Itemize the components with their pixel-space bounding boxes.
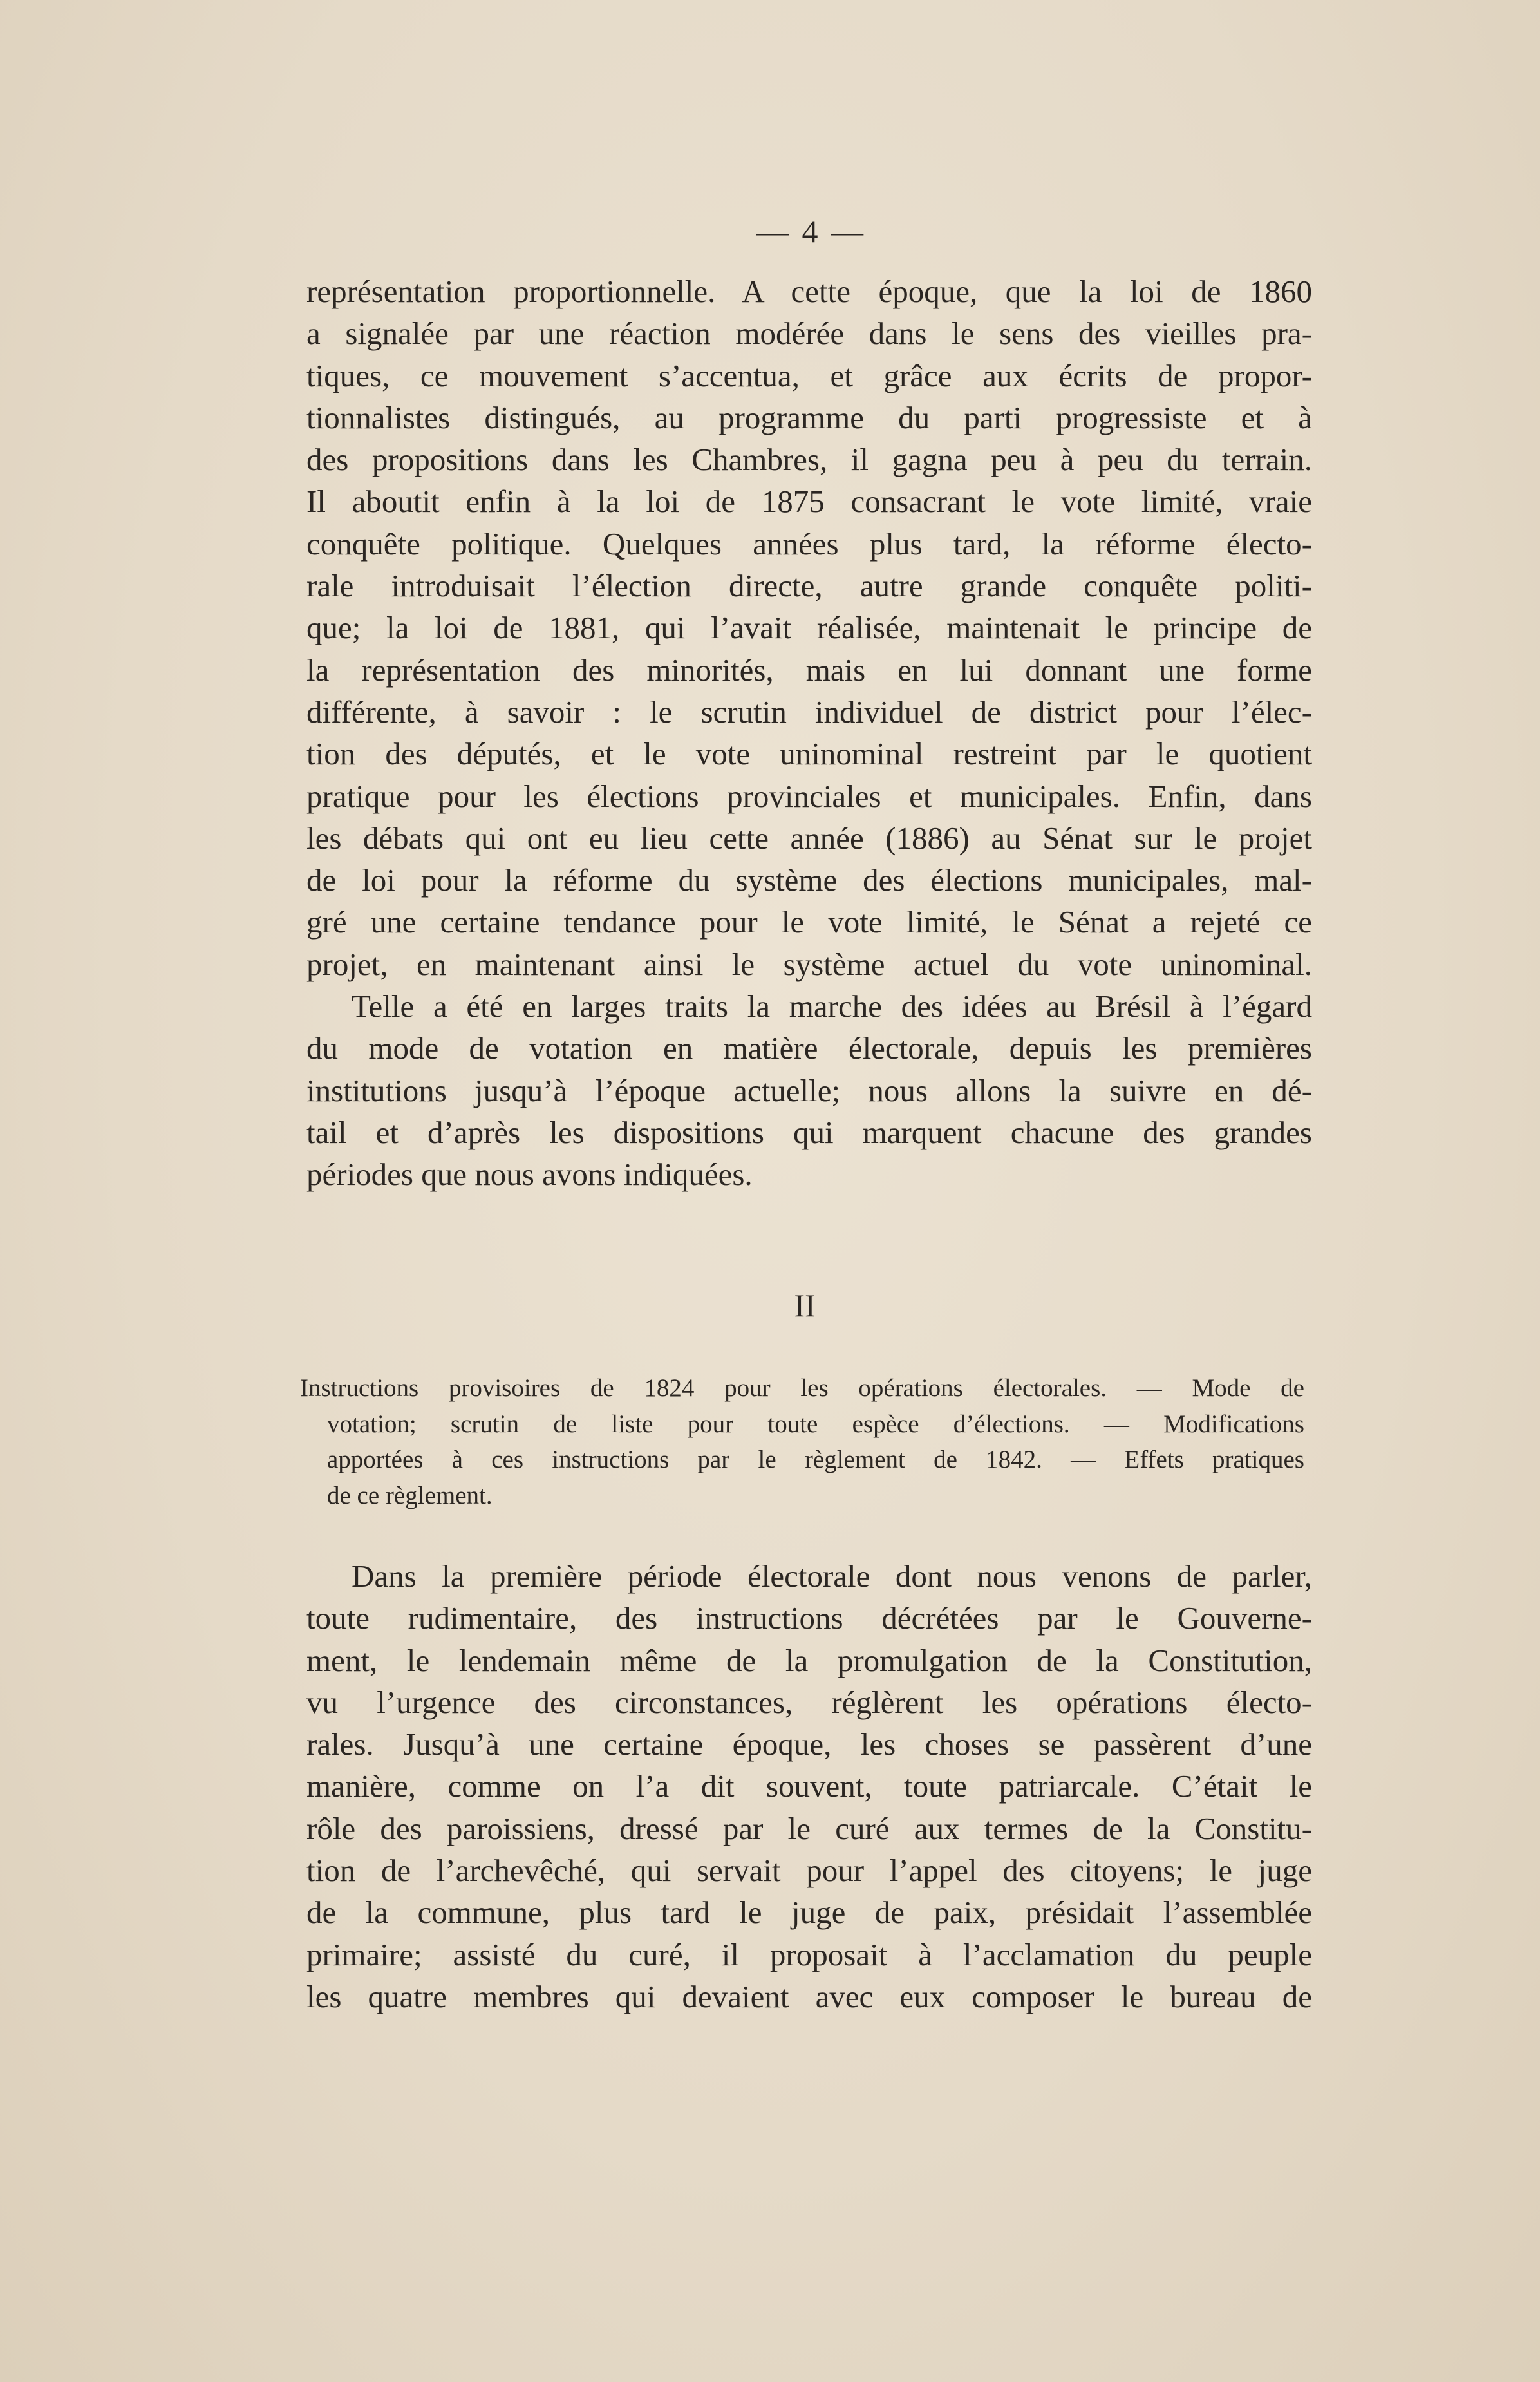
- text-line: Telle a été en larges traits la marche des idées au Brésil à l’égard: [352, 988, 1312, 1025]
- text-line: toute rudimentaire, des instructions décrétées par le Gouverne-: [306, 1600, 1312, 1636]
- text-line: gré une certaine tendance pour le vote limité, le Sénat a rejeté ce: [306, 904, 1312, 940]
- text-line: pratique pour les élections provinciales et municipales. Enfin, dans: [306, 778, 1312, 814]
- body-text-lower: [306, 1555, 1312, 2018]
- summary-line: de ce règlement.: [327, 1481, 493, 1509]
- text-line: tion de l’archevêché, qui servait pour l’appel des citoyens; le juge: [306, 1853, 1312, 1889]
- text-line: la représentation des minorités, mais en lui donnant une forme: [306, 652, 1312, 688]
- summary-line: Instructions provisoires de 1824 pour les opérations électorales. — Mode de: [300, 1374, 1304, 1402]
- text-line: du mode de votation en matière électorale, depuis les premières: [306, 1030, 1312, 1066]
- section-heading: II: [794, 1287, 816, 1323]
- text-line: des propositions dans les Chambres, il gagna peu à peu du terrain.: [306, 442, 1312, 478]
- summary-line: votation; scrutin de liste pour toute espèce d’élections. — Modifications: [327, 1410, 1304, 1438]
- page-number: — 4 —: [756, 213, 866, 249]
- text-line: les débats qui ont eu lieu cette année (1886) au Sénat sur le projet: [306, 820, 1312, 856]
- text-line: Dans la première période électorale dont nous venons de parler,: [352, 1558, 1312, 1594]
- text-line: vu l’urgence des circonstances, réglèrent les opérations électo-: [306, 1684, 1312, 1720]
- body-text-upper: [306, 270, 1312, 1196]
- text-line: tail et d’après les dispositions qui marquent chacune des grandes: [306, 1114, 1312, 1150]
- text-line: projet, en maintenant ainsi le système actuel du vote uninominal.: [306, 946, 1312, 982]
- text-line: de loi pour la réforme du système des élections municipales, mal-: [306, 862, 1312, 898]
- text-line: tion des députés, et le vote uninominal restreint par le quotient: [306, 736, 1312, 772]
- text-line: a signalée par une réaction modérée dans le sens des vieilles pra-: [306, 316, 1312, 352]
- text-line: rale introduisait l’élection directe, autre grande conquête politi-: [306, 568, 1312, 604]
- summary-line: apportées à ces instructions par le règlement de 1842. — Effets pratiques: [327, 1446, 1304, 1473]
- text-line: manière, comme on l’a dit souvent, toute patriarcale. C’était le: [306, 1768, 1312, 1804]
- text-line: Il aboutit enfin à la loi de 1875 consacrant le vote limité, vraie: [306, 484, 1312, 520]
- text-line: institutions jusqu’à l’époque actuelle; nous allons la suivre en dé-: [306, 1072, 1312, 1108]
- text-line: les quatre membres qui devaient avec eux composer le bureau de: [306, 1978, 1312, 2014]
- text-line: rôle des paroissiens, dressé par le curé aux termes de la Constitu-: [306, 1810, 1312, 1846]
- text-line: ment, le lendemain même de la promulgation de la Constitution,: [306, 1642, 1312, 1678]
- text-line: différente, à savoir : le scrutin individuel de district pour l’élec-: [306, 694, 1312, 730]
- text-line: que; la loi de 1881, qui l’avait réalisée, maintenait le principe de: [306, 610, 1312, 646]
- text-line: de la commune, plus tard le juge de paix, présidait l’assemblée: [306, 1895, 1312, 1931]
- text-line: tionnalistes distingués, au programme du parti progressiste et à: [306, 399, 1312, 435]
- text-line: rales. Jusqu’à une certaine époque, les choses se passèrent d’une: [306, 1726, 1312, 1763]
- section-summary: [300, 1370, 1304, 1513]
- text-line: conquête politique. Quelques années plus tard, la réforme électo-: [306, 525, 1312, 562]
- text-line: représentation proportionnelle. A cette époque, que la loi de 1860: [306, 274, 1312, 309]
- text-line: tiques, ce mouvement s’accentua, et grâce aux écrits de propor-: [306, 357, 1312, 393]
- text-line: périodes que nous avons indiquées.: [306, 1157, 753, 1193]
- text-line: primaire; assisté du curé, il proposait à l’acclamation du peuple: [306, 1936, 1312, 1972]
